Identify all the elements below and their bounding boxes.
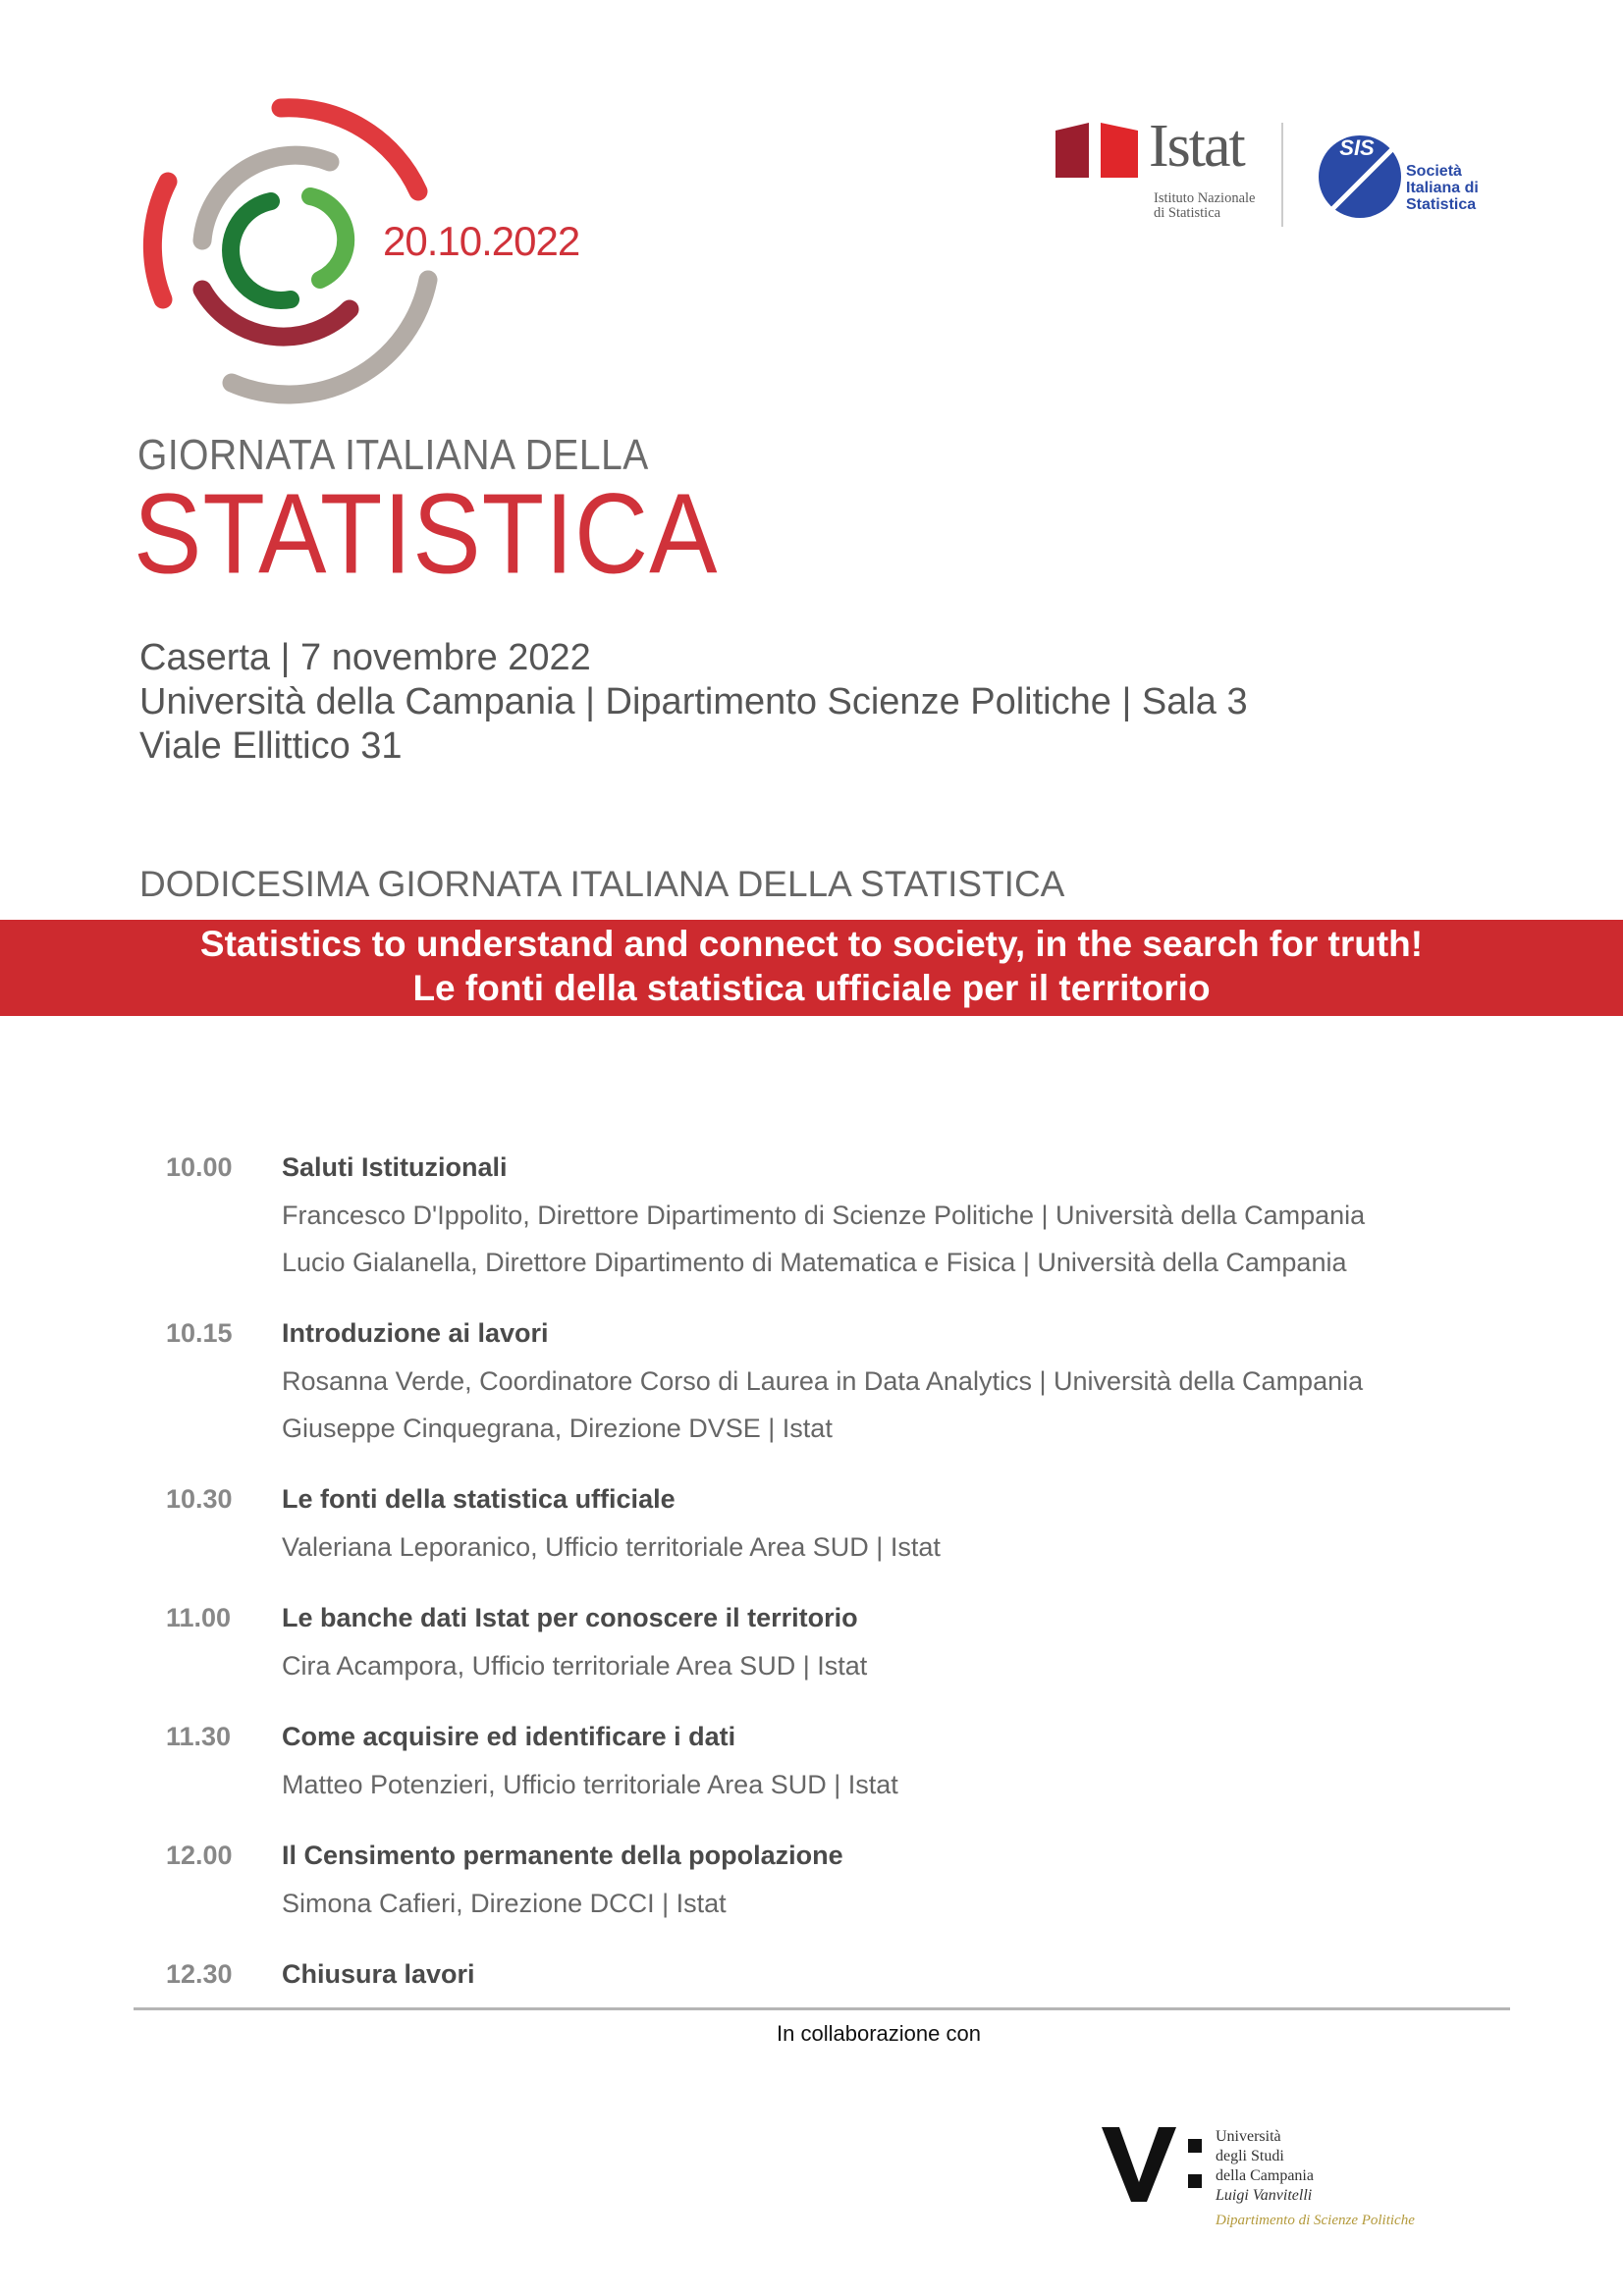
- banner-line-1: Statistics to understand and connect to society, in the search for truth!: [199, 924, 1424, 964]
- venue-address-line: Viale Ellittico 31: [139, 725, 403, 767]
- collaboration-label: In collaborazione con: [777, 2021, 981, 2046]
- sis-name: [1406, 164, 1479, 213]
- programme-speaker: Rosanna Verde, Coordinatore Corso di Laurea in Data Analytics | Università della Campania: [282, 1366, 1364, 1396]
- istat-subtitle-line: Istituto Nazionale: [1154, 190, 1256, 206]
- istat-logo-icon: [1055, 123, 1138, 178]
- programme-title: Chiusura lavori: [282, 1959, 475, 1989]
- university-name: [1216, 2127, 1314, 2206]
- programme-time: 10.15: [166, 1318, 233, 1348]
- university-name-line: della Campania: [1216, 2167, 1314, 2184]
- university-name-line: degli Studi: [1216, 2148, 1284, 2164]
- programme-title: Saluti Istituzionali: [282, 1152, 508, 1182]
- event-title: STATISTICA: [134, 470, 719, 599]
- istat-subtitle-line: di Statistica: [1154, 205, 1221, 222]
- programme-title: Introduzione ai lavori: [282, 1318, 549, 1348]
- sis-name-line: Società: [1406, 163, 1462, 180]
- programme-time: 10.00: [166, 1152, 233, 1182]
- header-divider: [1281, 123, 1283, 227]
- programme-title: Come acquisire ed identificare i dati: [282, 1722, 736, 1751]
- programme-speaker: Valeriana Leporanico, Ufficio territoriale Area SUD | Istat: [282, 1532, 941, 1562]
- university-name-line: Università: [1216, 2128, 1281, 2145]
- sis-logo-icon: [1316, 123, 1404, 227]
- programme-title: Le banche dati Istat per conoscere il territorio: [282, 1603, 858, 1632]
- bottom-divider: [134, 2007, 1510, 2010]
- edition-heading: DODICESIMA GIORNATA ITALIANA DELLA STATISTICA: [139, 864, 1065, 904]
- programme-speaker: Lucio Gialanella, Direttore Dipartimento di Matematica e Fisica | Università della Campania: [282, 1248, 1347, 1277]
- programme-speaker: Francesco D'Ippolito, Direttore Dipartimento di Scienze Politiche | Università della Campania: [282, 1201, 1366, 1230]
- banner-line-2: Le fonti della statistica ufficiale per il territorio: [412, 968, 1211, 1008]
- venue-date-line: Caserta | 7 novembre 2022: [139, 637, 591, 678]
- programme-time: 11.00: [166, 1603, 232, 1632]
- university-name-line: Luigi Vanvitelli: [1216, 2187, 1313, 2204]
- programme-speaker: Giuseppe Cinquegrana, Direzione DVSE | Istat: [282, 1414, 833, 1443]
- sis-name-line: Italiana di: [1406, 179, 1479, 196]
- programme-time: 12.30: [166, 1959, 233, 1989]
- theme-banner: [0, 920, 1623, 1016]
- programme-title: Le fonti della statistica ufficiale: [282, 1484, 676, 1514]
- svg-text:SIS: SIS: [1339, 135, 1375, 160]
- event-date: 20.10.2022: [383, 218, 580, 264]
- istat-subtitle: [1154, 191, 1255, 221]
- sis-name-line: Statistica: [1406, 195, 1477, 213]
- programme-speaker: Matteo Potenzieri, Ufficio territoriale Area SUD | Istat: [282, 1770, 898, 1799]
- programme-time: 11.30: [166, 1722, 232, 1751]
- programme-title: Il Censimento permanente della popolazione: [282, 1841, 843, 1870]
- event-supertitle: GIORNATA ITALIANA DELLA: [137, 432, 649, 480]
- programme-time: 12.00: [166, 1841, 233, 1870]
- vanvitelli-logo-icon: [1102, 2125, 1212, 2202]
- programme-speaker: Cira Acampora, Ufficio territoriale Area SUD | Istat: [282, 1651, 868, 1681]
- university-department: Dipartimento di Scienze Politiche: [1216, 2213, 1415, 2228]
- programme-speaker: Simona Cafieri, Direzione DCCI | Istat: [282, 1889, 727, 1918]
- venue-location-line: Università della Campania | Dipartimento Scienze Politiche | Sala 3: [139, 681, 1248, 722]
- programme-time: 10.30: [166, 1484, 233, 1514]
- venue-info: [139, 636, 1248, 769]
- istat-name: Istat: [1149, 113, 1244, 180]
